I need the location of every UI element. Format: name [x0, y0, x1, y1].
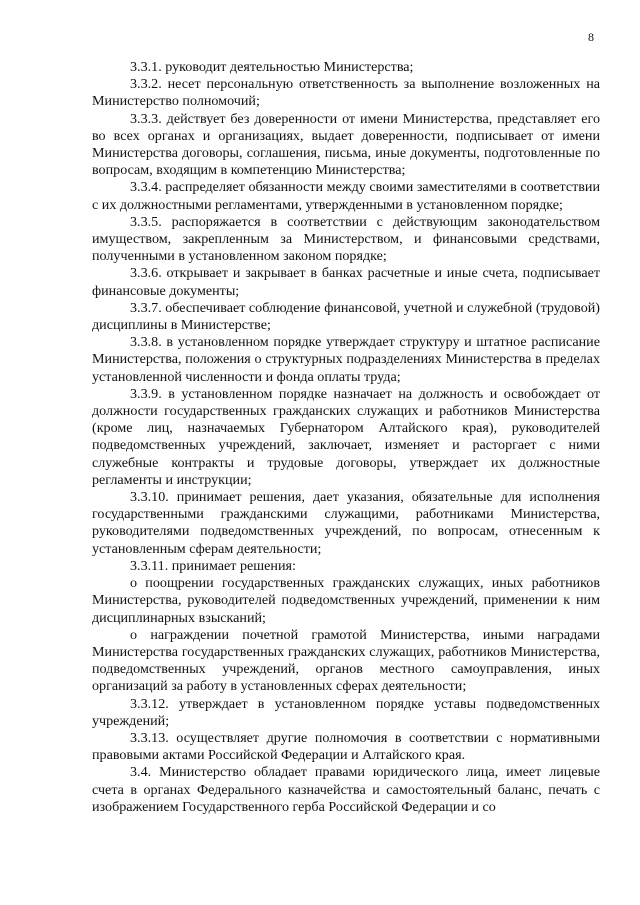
paragraph-3-3-5: 3.3.5. распоряжается в соответствии с действующим законодательством имуществом, закрепленным за Министерством, и финансовыми средствами, полученными в установленном законом порядке;	[92, 213, 600, 265]
paragraph-3-3-11-awards: о награждении почетной грамотой Министерства, иными наградами Министерства государственных гражданских служащих, работников Министерства, подведомственных учреждений, органов местного самоуправления, иных организаций за работу в установленных сферах деятельности;	[92, 626, 600, 695]
paragraph-3-3-10: 3.3.10. принимает решения, дает указания, обязательные для исполнения государственными гражданскими служащими, работниками Министерства, руководителями подведомственных учреждений, по вопросам, отнесенным к установленным сферам деятельности;	[92, 489, 600, 557]
document-body	[92, 59, 600, 816]
paragraph-3-3-13: 3.3.13. осуществляет другие полномочия в соответствии с нормативными правовыми актами Российской Федерации и Алтайского края.	[92, 729, 600, 764]
paragraph-3-3-7: 3.3.7. обеспечивает соблюдение финансовой, учетной и служебной (трудовой) дисциплины в Министерстве;	[92, 299, 600, 334]
paragraph-3-3-2: 3.3.2. несет персональную ответственность за выполнение возложенных на Министерство полномочий;	[92, 76, 600, 110]
paragraph-3-3-4: 3.3.4. распределяет обязанности между своими заместителями в соответствии с их должностными регламентами, утвержденными в установленном порядке;	[92, 179, 600, 213]
paragraph-3-3-1: 3.3.1. руководит деятельностью Министерства;	[130, 59, 414, 75]
page-number: 8	[588, 30, 594, 44]
paragraph-3-4: 3.4. Министерство обладает правами юридического лица, имеет лицевые счета в органах Федерального казначейства и самостоятельный баланс, печать с изображением Государственного герба Российской Федерации и со	[92, 764, 600, 815]
paragraph-3-3-9: 3.3.9. в установленном порядке назначает на должность и освобождает от должности государственных гражданских служащих и работников Министерства (кроме лиц, назначаемых Губернатором Алтайского края), руководителей подведомственных учреждений, заключает, изменяет и расторгает с ними служебные контракты и трудовые договоры, утверждает их должностные регламенты и инструкции;	[92, 385, 600, 488]
paragraph-3-3-6: 3.3.6. открывает и закрывает в банках расчетные и иные счета, подписывает финансовые документы;	[92, 265, 600, 299]
paragraph-3-3-11-incentives: о поощрении государственных гражданских служащих, иных работников Министерства, руководителей подведомственных учреждений, применении к ним дисциплинарных взысканий;	[92, 575, 600, 626]
paragraph-3-3-12: 3.3.12. утверждает в установленном порядке уставы подведомственных учреждений;	[92, 695, 600, 729]
paragraph-3-3-11: 3.3.11. принимает решения:	[130, 557, 296, 574]
paragraph-3-3-3: 3.3.3. действует без доверенности от имени Министерства, представляет его во всех органах и организациях, выдает доверенности, подписывает от имени Министерства договоры, соглашения, письма, иные документы, подготовленные по вопросам, входящим в компетенцию Министерства;	[92, 110, 600, 179]
paragraph-3-3-8: 3.3.8. в установленном порядке утверждает структуру и штатное расписание Министерства, положения о структурных подразделениях Министерства в пределах установленной численности и фонда оплаты труда;	[92, 334, 600, 385]
